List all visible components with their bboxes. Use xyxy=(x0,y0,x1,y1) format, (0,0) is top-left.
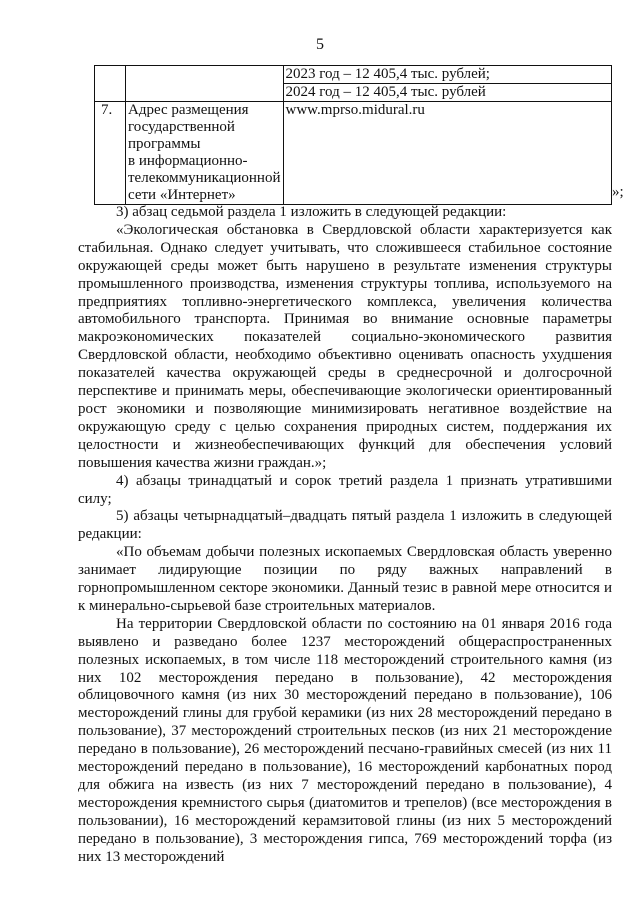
table-row xyxy=(95,102,612,205)
row-number-cell: 7. xyxy=(95,102,126,205)
paragraph: 5) абзацы четырнадцатый–двадцать пятый раздела 1 изложить в следующей редакции: xyxy=(78,508,612,543)
label-line: Адрес размещения xyxy=(128,102,249,118)
label-line: в информационно- xyxy=(128,153,248,169)
label-line: сети «Интернет» xyxy=(128,187,236,203)
funding-2024-line: 2024 год – 12 405,4 тыс. рублей xyxy=(285,84,486,100)
row-value-cell xyxy=(283,66,612,102)
row-label-cell xyxy=(126,102,284,205)
document-body xyxy=(78,204,612,867)
website-cell: www.mprso.midural.ru xyxy=(283,102,612,205)
row-number-cell xyxy=(95,66,126,102)
funding-2023-line: 2023 год – 12 405,4 тыс. рублей; xyxy=(284,66,612,84)
paragraph: 3) абзац седьмой раздела 1 изложить в следующей редакции: xyxy=(116,204,507,220)
label-line: телекоммуникационной xyxy=(128,170,281,186)
table-row xyxy=(95,66,612,102)
label-line: программы xyxy=(128,136,201,152)
label-line: государственной xyxy=(128,119,235,135)
paragraph: «Экологическая обстановка в Свердловской области характеризуется как стабильная. Однако следует учитывать, что сложившееся стабильное состояние окружающей среды может быть нарушено в результате изменения структуры промышленного производства, изменения структуры топлива, используемого на предприятиях топливно-энергетического комплекса, увеличения количества автомобильного транспорта. Принимая во внимание основные параметры макроэкономических показателей социально-экономического развития Свердловской области, необходимо объективно оценивать опасность ухудшения показателей качества окружающей среды в среднесрочной и долгосрочной перспективе и принимать меры, обеспечивающие экологически ориентированный рост экономики и позволяющие минимизировать негативное воздействие на окружающую среду с целью сохранения природных систем, поддержания их целостности и жизнеобеспечивающих функций для обеспечения условий повышения качества жизни граждан.»; xyxy=(78,221,612,471)
paragraph: 4) абзацы тринадцатый и сорок третий раздела 1 признать утратившими силу; xyxy=(78,472,612,507)
program-table xyxy=(94,65,612,205)
paragraph: «По объемам добычи полезных ископаемых Свердловская область уверенно занимает лидирующие позиции по ряду важных направлений в горнопромышленном секторе экономики. Данный тезис в равной мере относится и к минерально-сырьевой базе строительных материалов. xyxy=(78,544,612,614)
page-number: 5 xyxy=(316,36,324,53)
closing-quote: »; xyxy=(612,184,624,200)
row-label-cell xyxy=(126,66,284,102)
paragraph: На территории Свердловской области по состоянию на 01 января 2016 года выявлено и разведано более 1237 месторождений общераспространенных полезных ископаемых, в том числе 118 месторождений строительного камня (из них 102 месторождения передано в пользование), 42 месторождения облицовочного камня (из них 30 месторождений передано в пользование), 106 месторождений глины для грубой керамики (из них 28 месторождений передано в пользование), 37 месторождений строительных песков (из них 21 месторождение передано в пользование), 26 месторождений песчано-гравийных смесей (из них 11 месторождений передано в пользование), 16 месторождений карбонатных пород для обжига на известь (из них 7 месторождений передано в пользование), 4 месторождения кремнистого сырья (диатомитов и трепелов) (все месторождения в пользовании), 16 месторождений керамзитовой глины (из них 5 месторождений передано в пользование), 3 месторождения гипса, 769 месторождений торфа (из них 13 месторождений xyxy=(78,615,612,865)
